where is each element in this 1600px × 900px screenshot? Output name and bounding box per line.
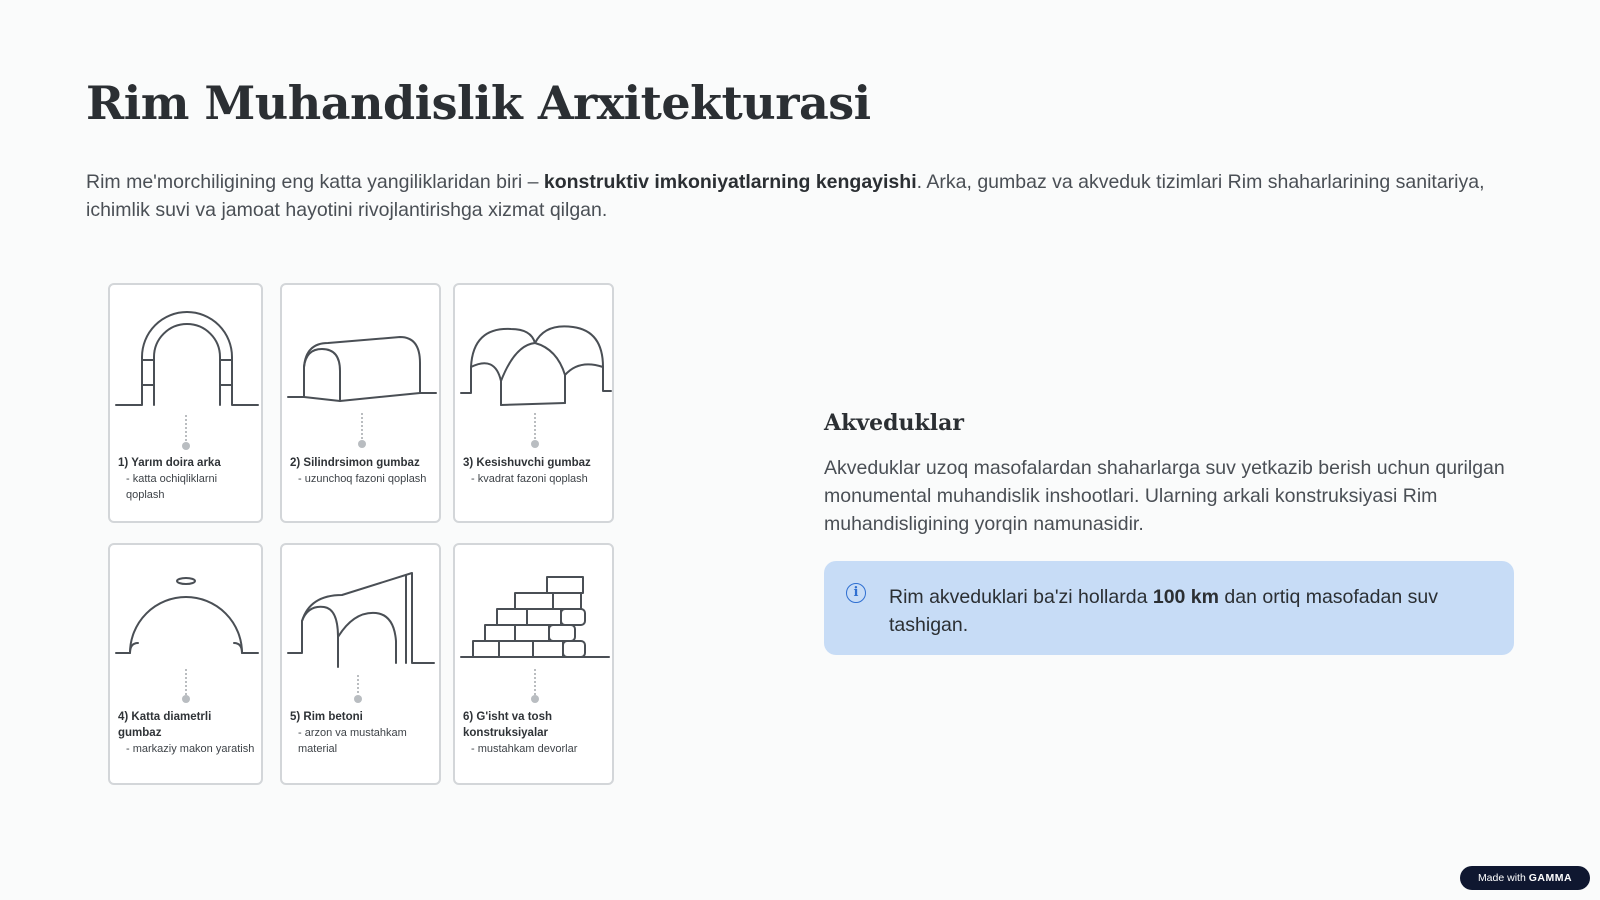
- badge-brand: GAMMA: [1528, 872, 1573, 884]
- card-title: 4) Katta diametrli gumbaz: [118, 711, 212, 739]
- intro-paragraph: [86, 168, 1516, 224]
- card-title: 3) Kesishuvchi gumbaz: [463, 457, 591, 469]
- info-icon: i: [846, 583, 866, 603]
- made-with-gamma-badge[interactable]: [1460, 866, 1590, 890]
- card-title: 5) Rim betoni: [290, 711, 363, 723]
- card-description: - mustahkam devorlar: [471, 743, 578, 755]
- card-description: - uzunchoq fazoni qoplash: [298, 473, 427, 485]
- intro-text-bold: konstruktiv imkoniyatlarning kengayishi: [543, 171, 917, 193]
- card-large-dome: [108, 543, 263, 785]
- info-callout: [824, 561, 1514, 655]
- card-title: 1) Yarım doira arka: [118, 457, 221, 469]
- card-brick-stone: [453, 543, 614, 785]
- callout-text: [889, 583, 1489, 639]
- barrel-vault-icon: [282, 285, 443, 525]
- aqueducts-section: [824, 410, 1524, 538]
- card-description: - katta ochiqliklarni qoplash: [126, 473, 218, 501]
- card-roman-concrete: [280, 543, 441, 785]
- card-title: 2) Silindrsimon gumbaz: [290, 457, 420, 469]
- page-title: Rim Muhandislik Arxitekturasi: [86, 76, 871, 130]
- cross-vault-icon: [455, 285, 616, 525]
- intro-text-start: Rim me'morchiligining eng katta yangiliklaridan biri –: [86, 171, 544, 193]
- card-title: 6) G'isht va tosh konstruksiyalar: [463, 711, 553, 739]
- callout-text-end: dan ortiq masofadan suv tashigan.: [889, 586, 1438, 636]
- intro-text-end: . Arka, gumbaz va akveduk tizimlari Rim shaharlarining sanitariya, ichimlik suvi va jamoat hayotini rivojlantirishga xizmat qilgan.: [86, 171, 1485, 221]
- aqueducts-text: Akveduklar uzoq masofalardan shaharlarga suv yetkazib berish uchun qurilgan monumental muhandislik inshootlari. Ularning arkali konstruksiyasi Rim muhandisligining yorqin namunasidir.: [824, 457, 1505, 535]
- card-description: - markaziy makon yaratish: [126, 743, 255, 755]
- construction-types-grid: [108, 283, 618, 785]
- card-cross-vault: [453, 283, 614, 523]
- card-description: - kvadrat fazoni qoplash: [471, 473, 588, 485]
- callout-text-start: Rim akveduklari ba'zi hollarda: [889, 586, 1153, 608]
- aqueducts-heading: Akveduklar: [824, 410, 964, 436]
- callout-text-bold: 100 km: [1152, 586, 1219, 608]
- card-barrel-vault: [280, 283, 441, 523]
- card-description: - arzon va mustahkam material: [298, 727, 407, 755]
- badge-prefix: Made with: [1477, 872, 1529, 884]
- card-semicircle-arch: [108, 283, 263, 523]
